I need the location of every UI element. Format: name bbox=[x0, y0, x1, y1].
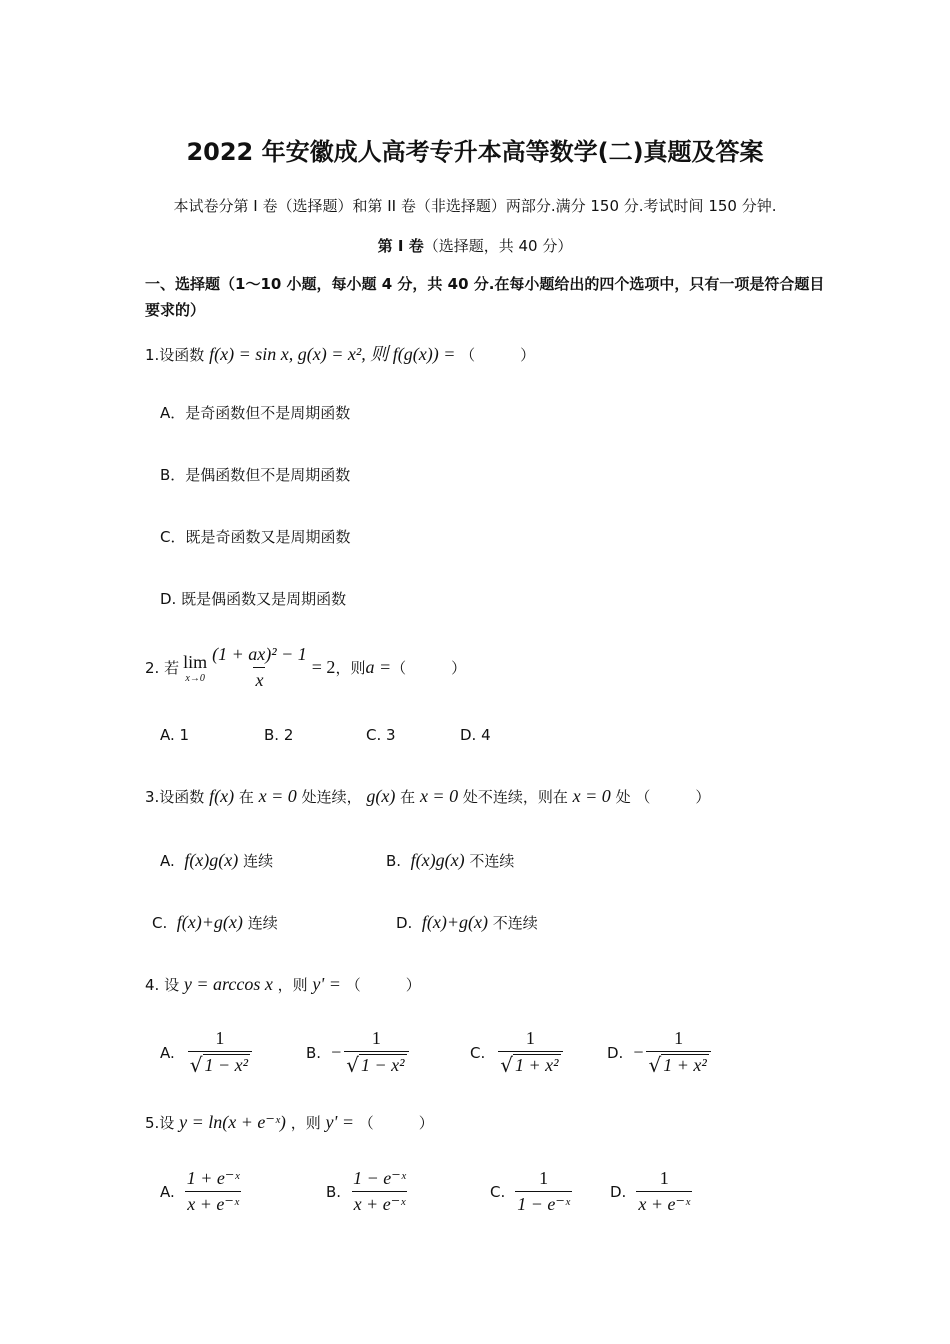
q4-option-c-fraction: 1 √ 1 + x² bbox=[498, 1028, 562, 1077]
q1-prefix: 1.设函数 bbox=[145, 346, 205, 364]
q5-derivative: y' = bbox=[325, 1112, 355, 1132]
q5-option-b bbox=[326, 1168, 411, 1215]
q3-option-c-text: 连续 bbox=[247, 914, 278, 932]
q3-paren: （ ） bbox=[635, 788, 711, 806]
q5-option-d-num: 1 bbox=[659, 1168, 669, 1188]
q3-option-d-expr: f(x)+g(x) bbox=[421, 912, 488, 932]
q3-text-1: 在 bbox=[238, 788, 254, 806]
q2-equals: = 2 bbox=[311, 657, 336, 677]
q2-limit-operator: lim x→0 bbox=[183, 651, 208, 684]
q4-option-b-num: 1 bbox=[371, 1028, 381, 1048]
q3-prefix: 3.设函数 bbox=[145, 788, 205, 806]
q2-prefix: 2. 若 bbox=[145, 659, 180, 677]
q3-text-3: 在 bbox=[400, 788, 416, 806]
q5-option-c-num: 1 bbox=[539, 1168, 549, 1188]
q1-option-d: D. 既是偶函数又是周期函数 bbox=[160, 590, 347, 608]
q4-option-c bbox=[470, 1028, 566, 1077]
exam-intro: 本试卷分第 I 卷（选择题）和第 II 卷（非选择题）两部分.满分 150 分.考试时间 150 分钟. bbox=[173, 197, 777, 215]
q5-option-d-den: x + e⁻ˣ bbox=[636, 1191, 692, 1215]
q5-expression: y = ln(x + e⁻ˣ) bbox=[179, 1112, 286, 1132]
q2-option-b: B. 2 bbox=[264, 726, 294, 744]
q3-option-b-label: B. bbox=[386, 852, 402, 870]
q4-option-d bbox=[607, 1028, 714, 1077]
question-2 bbox=[145, 644, 466, 691]
q5-option-c-den: 1 − e⁻ˣ bbox=[515, 1191, 572, 1215]
q5-option-c-label: C. bbox=[490, 1182, 506, 1201]
q1-option-a: A．是奇函数但不是周期函数 bbox=[160, 404, 351, 422]
q4-paren: （ ） bbox=[345, 976, 421, 994]
q4-option-a-label: A. bbox=[160, 1043, 175, 1062]
q3-fx: f(x) bbox=[209, 786, 235, 806]
q4-option-d-fraction: 1 √ 1 + x² bbox=[646, 1028, 710, 1077]
section-1-bold: 第 I 卷 bbox=[377, 237, 424, 255]
q5-option-c-fraction bbox=[515, 1168, 572, 1215]
q3-text-5: 处 bbox=[615, 788, 631, 806]
q5-option-b-den: x + e⁻ˣ bbox=[352, 1191, 408, 1215]
q4-option-c-num: 1 bbox=[525, 1028, 535, 1048]
q3-option-d-label: D. bbox=[396, 914, 413, 932]
q5-mid: ，则 bbox=[290, 1114, 321, 1132]
q5-option-b-num: 1 − e⁻ˣ bbox=[353, 1168, 406, 1188]
q5-option-a-label: A. bbox=[160, 1182, 175, 1201]
q4-option-d-label: D. bbox=[607, 1043, 624, 1062]
q4-option-b-den: 1 − x² bbox=[360, 1055, 405, 1075]
q5-option-a bbox=[160, 1168, 244, 1215]
q4-option-c-label: C. bbox=[470, 1043, 486, 1062]
q4-option-b bbox=[306, 1028, 412, 1077]
q5-option-d bbox=[610, 1168, 695, 1215]
q2-denominator: x bbox=[253, 667, 265, 691]
q5-option-d-label: D. bbox=[610, 1182, 627, 1201]
q4-option-a-fraction: 1 √ 1 − x² bbox=[188, 1028, 252, 1077]
q2-mid: ，则 bbox=[335, 659, 366, 677]
q2-paren: （ ） bbox=[391, 659, 467, 677]
question-1 bbox=[145, 340, 535, 366]
q5-prefix: 5.设 bbox=[145, 1114, 175, 1132]
q4-expression: y = arccos x bbox=[183, 974, 273, 994]
q3-option-a-label: A. bbox=[160, 852, 175, 870]
section-1-heading bbox=[0, 235, 950, 256]
q5-option-a-fraction bbox=[185, 1168, 242, 1215]
q4-option-b-sign: − bbox=[331, 1042, 342, 1062]
q4-option-a bbox=[160, 1028, 255, 1077]
section-instructions: 一、选择题（1～10 小题，每小题 4 分，共 40 分.在每小题给出的四个选项中，只有一项是符合题目要求的） bbox=[145, 275, 825, 319]
q5-option-c bbox=[490, 1168, 575, 1215]
q5-option-a-den: x + e⁻ˣ bbox=[185, 1191, 241, 1215]
q4-prefix: 4. 设 bbox=[145, 976, 180, 994]
q3-x-eq-0-a: x = 0 bbox=[258, 786, 297, 806]
q2-numerator: (1 + ax)² − 1 bbox=[212, 644, 307, 664]
q2-option-d: D. 4 bbox=[460, 726, 491, 744]
question-5 bbox=[145, 1112, 434, 1133]
q3-option-d-text: 不连续 bbox=[492, 914, 538, 932]
q3-x-eq-0-b: x = 0 bbox=[419, 786, 459, 806]
q4-option-d-den: 1 + x² bbox=[663, 1055, 707, 1075]
q3-option-b-expr: f(x)g(x) bbox=[410, 850, 465, 870]
q4-option-c-den: 1 + x² bbox=[515, 1055, 559, 1075]
q3-text-4: 处不连续，则在 bbox=[462, 788, 568, 806]
q2-option-c: C. 3 bbox=[366, 726, 396, 744]
q5-option-d-fraction bbox=[636, 1168, 692, 1215]
q1-option-b: B．是偶函数但不是周期函数 bbox=[160, 466, 351, 484]
q4-option-b-fraction: 1 √ 1 − x² bbox=[344, 1028, 408, 1077]
q4-mid: ，则 bbox=[277, 976, 308, 994]
q5-option-b-fraction bbox=[351, 1168, 408, 1215]
q3-option-b-text: 不连续 bbox=[469, 852, 515, 870]
q1-option-c: C．既是奇函数又是周期函数 bbox=[160, 528, 351, 546]
q4-option-a-den: 1 − x² bbox=[204, 1055, 249, 1075]
q5-paren: （ ） bbox=[358, 1114, 434, 1132]
q3-option-d bbox=[396, 912, 538, 933]
q3-text-2: 处连续， bbox=[301, 788, 362, 806]
q5-option-a-num: 1 + e⁻ˣ bbox=[186, 1168, 240, 1188]
q3-x-eq-0-c: x = 0 bbox=[572, 786, 611, 806]
q4-option-a-num: 1 bbox=[215, 1028, 225, 1048]
document-title: 2022 年安徽成人高考专升本高等数学(二)真题及答案 bbox=[186, 138, 764, 166]
q3-option-c bbox=[152, 912, 278, 933]
q3-option-a-text: 连续 bbox=[243, 852, 274, 870]
q4-option-b-label: B. bbox=[306, 1043, 322, 1062]
q4-option-d-num: 1 bbox=[674, 1028, 684, 1048]
q1-paren: （ ） bbox=[460, 346, 536, 364]
q4-derivative: y' = bbox=[312, 974, 341, 994]
q4-option-d-sign: − bbox=[633, 1042, 644, 1062]
q3-gx: g(x) bbox=[366, 786, 396, 806]
q1-expression: f(x) = sin x, g(x) = x², 则 f(g(x)) = bbox=[209, 344, 456, 364]
q2-option-a: A. 1 bbox=[160, 726, 190, 744]
q3-option-a-expr: f(x)g(x) bbox=[184, 850, 239, 870]
question-4 bbox=[145, 974, 421, 995]
q3-option-c-expr: f(x)+g(x) bbox=[176, 912, 243, 932]
question-3 bbox=[145, 786, 710, 807]
section-1-rest: （选择题，共 40 分） bbox=[423, 237, 573, 255]
q3-option-a bbox=[160, 850, 273, 871]
q5-option-b-label: B. bbox=[326, 1182, 342, 1201]
q2-variable: a = bbox=[365, 657, 392, 677]
q2-fraction bbox=[210, 644, 309, 691]
q3-option-c-label: C. bbox=[152, 914, 168, 932]
q3-option-b bbox=[386, 850, 514, 871]
